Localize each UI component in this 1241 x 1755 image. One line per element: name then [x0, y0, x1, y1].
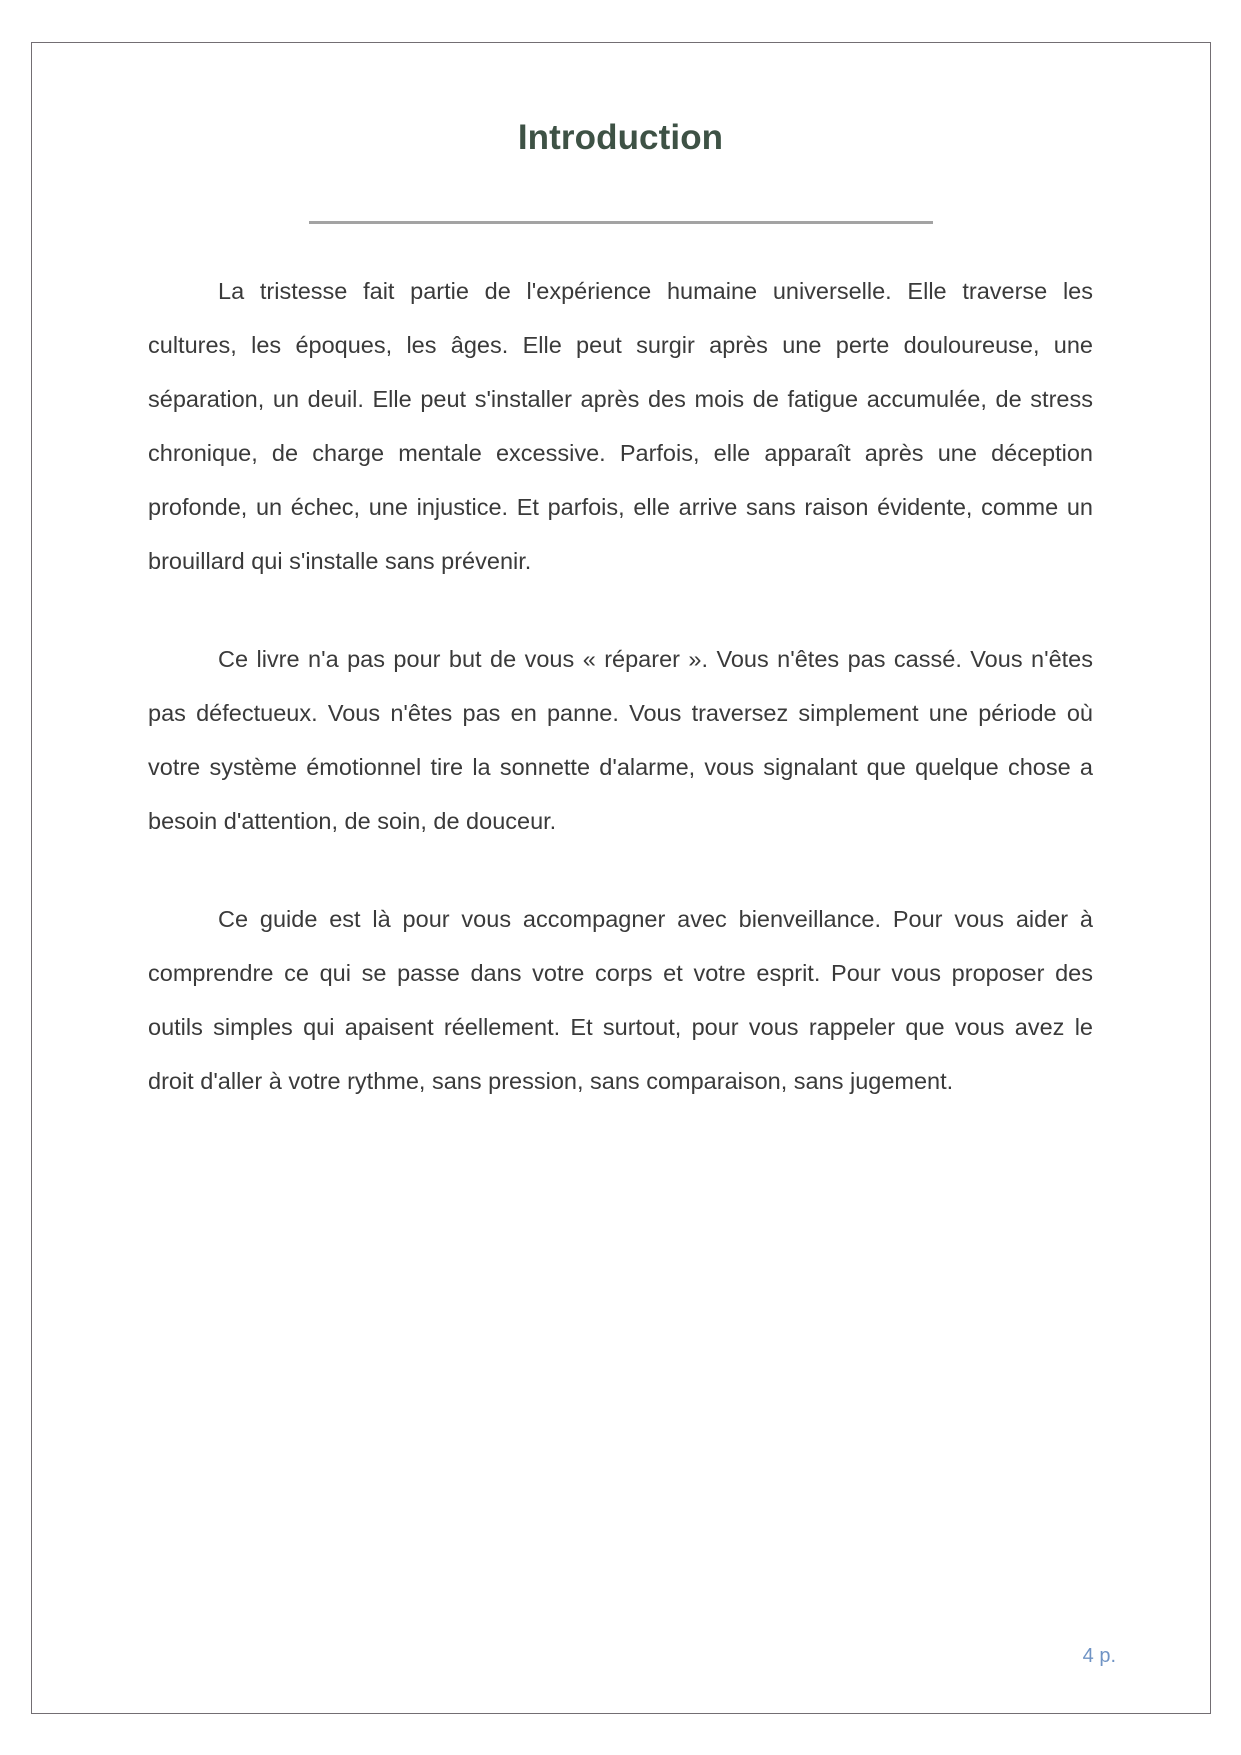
page-content: [148, 118, 1093, 1108]
page-number: 4 p.: [1082, 1645, 1116, 1667]
paragraph-3: Ce guide est là pour vous accompagner avec bienveillance. Pour vous aider à comprendre ce qui se passe dans votre corps et votre esprit. Pour vous proposer des outils simples qui apaisent réellement. Et surtout, pour vous rappeler que vous avez le droit d'aller à votre rythme, sans pression, sans comparaison, sans jugement.: [148, 906, 1093, 1095]
paragraph-1: La tristesse fait partie de l'expérience humaine universelle. Elle traverse les cultures, les époques, les âges. Elle peut surgir après une perte douloureuse, une séparation, un deuil. Elle peut s'installer après des mois de fatigue accumulée, de stress chronique, de charge mentale excessive. Parfois, elle apparaît après une déception profonde, un échec, une injustice. Et parfois, elle arrive sans raison évidente, comme un brouillard qui s'installe sans prévenir.: [148, 278, 1093, 575]
page-footer: [31, 1646, 1210, 1667]
body-copy: [148, 264, 1093, 1108]
page-title: Introduction: [517, 118, 724, 157]
paragraph-2: Ce livre n'a pas pour but de vous « réparer ». Vous n'êtes pas cassé. Vous n'êtes pas défectueux. Vous n'êtes pas en panne. Vous traversez simplement une période où votre système émotionnel tire la sonnette d'alarme, vous signalant que quelque chose a besoin d'attention, de soin, de douceur.: [148, 646, 1093, 835]
title-divider: [309, 221, 933, 224]
